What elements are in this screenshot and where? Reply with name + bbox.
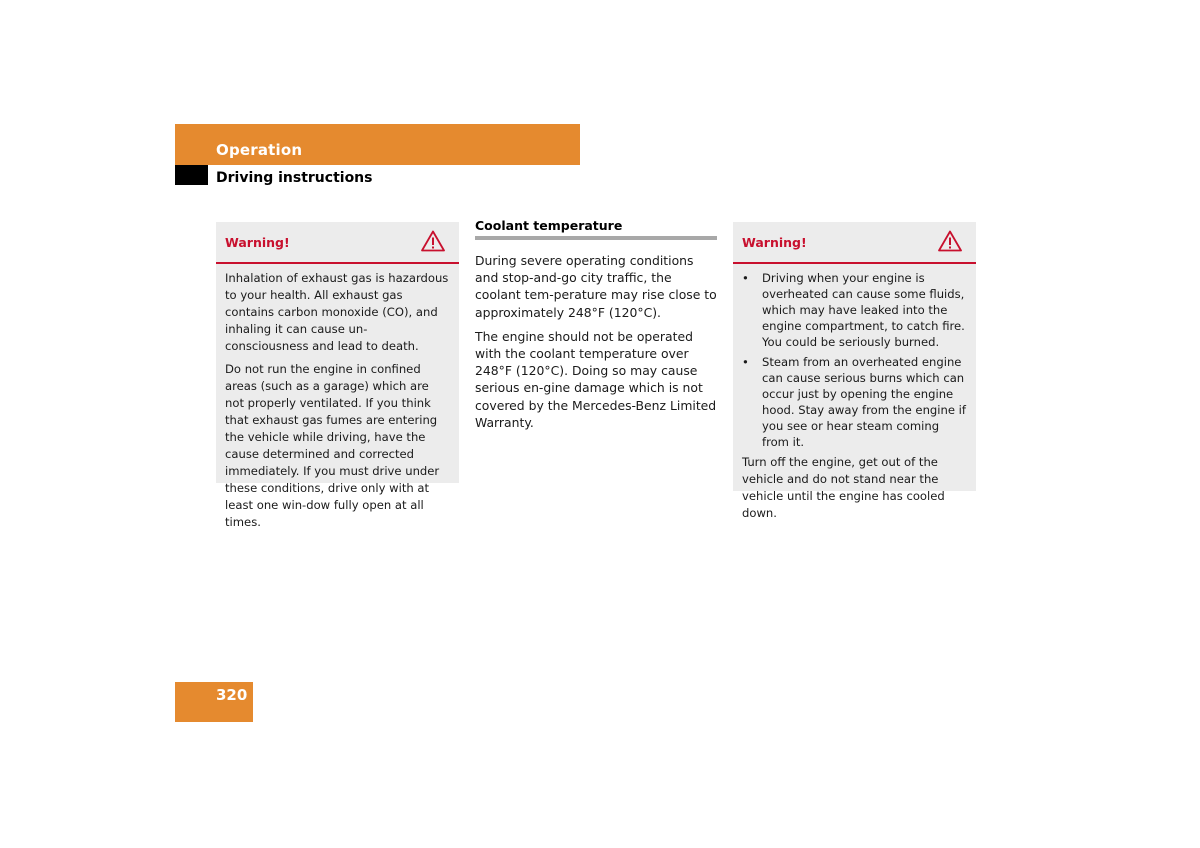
list-item xyxy=(742,354,967,450)
warning-bullet-list xyxy=(742,270,967,450)
bullet-icon: • xyxy=(742,271,749,285)
body-paragraph: During severe operating conditions and stop-and-go city traffic, the coolant tem-perature may rise close to approximately 248°F (120°C). xyxy=(475,253,717,320)
warning-triangle-icon xyxy=(421,230,445,252)
warning-box-overheating xyxy=(733,222,976,520)
warning-header xyxy=(733,222,976,264)
subsection-title: Driving instructions xyxy=(216,170,373,186)
section-marker xyxy=(175,165,208,185)
warning-body xyxy=(733,264,976,522)
section-title: Operation xyxy=(216,141,303,159)
warning-box-exhaust xyxy=(216,222,459,529)
warning-label: Warning! xyxy=(742,235,807,250)
warning-triangle-icon xyxy=(938,230,962,252)
bullet-text: Steam from an overheated engine can cause serious burns which can occur just by opening the engine hood. Stay away from the engine if you see or hear steam coming from it. xyxy=(762,355,966,449)
bullet-text: Driving when your engine is overheated can cause some fluids, which may have leaked into the engine compartment, to catch fire. You could be seriously burned. xyxy=(762,271,965,349)
warning-body xyxy=(216,264,459,531)
warning-closing: Turn off the engine, get out of the vehicle and do not stand near the vehicle until the engine has cooled down. xyxy=(742,455,945,520)
body-paragraph: The engine should not be operated with the coolant temperature over 248°F (120°C). Doing so may cause serious en-gine damage which is not covered by the Mercedes-Benz Limited Warranty. xyxy=(475,328,717,430)
page-number: 320 xyxy=(216,686,248,704)
bullet-icon: • xyxy=(742,355,749,369)
section-body xyxy=(475,252,717,431)
list-item xyxy=(742,270,967,350)
coolant-temperature-section xyxy=(475,218,717,438)
warning-paragraph: Do not run the engine in confined areas (such as a garage) which are not properly ventilated. If you think that exhaust gas fumes are entering the vehicle while driving, have the cause determined and corrected immediately. If you must drive under these conditions, drive only with at least one win-dow fully open at all times. xyxy=(225,362,440,529)
section-heading: Coolant temperature xyxy=(475,218,717,240)
warning-label: Warning! xyxy=(225,235,290,250)
warning-paragraph: Inhalation of exhaust gas is hazardous to your health. All exhaust gas contains carbon monoxide (CO), and inhaling it can cause un-consciousness and lead to death. xyxy=(225,271,449,353)
warning-header xyxy=(216,222,459,264)
